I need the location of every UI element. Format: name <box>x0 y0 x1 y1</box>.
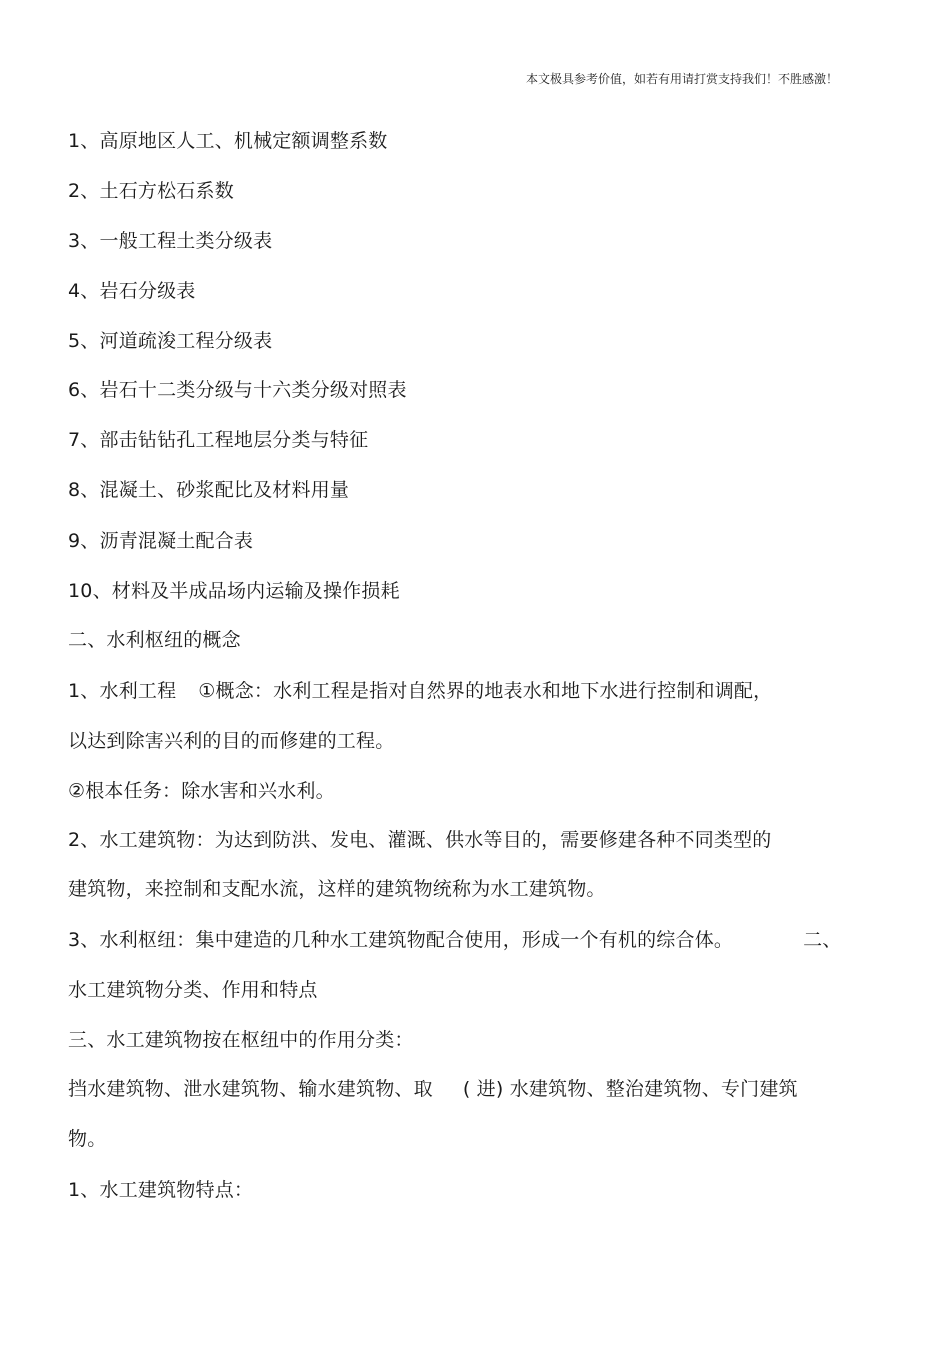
list-item: 10、材料及半成品场内运输及操作损耗 <box>68 580 400 602</box>
list-item: 3、一般工程土类分级表 <box>68 230 273 252</box>
list-item: 1、水工建筑物特点： <box>68 1179 254 1201</box>
list-item: 4、岩石分级表 <box>68 280 196 302</box>
list-item: 1、高原地区人工、机械定额调整系数 <box>68 130 388 152</box>
header-note: 本文极具参考价值，如若有用请打赏支持我们！不胜感激！ <box>525 72 838 86</box>
list-item: 6、岩石十二类分级与十六类分级对照表 <box>68 379 407 401</box>
paragraph-line: ②根本任务：除水害和兴水利。 <box>68 780 335 802</box>
term-label: 1、水利工程 <box>68 680 177 702</box>
paragraph-line: 物。 <box>68 1128 107 1150</box>
list-item: 9、沥青混凝土配合表 <box>68 530 254 552</box>
section-number: 二、 <box>803 929 842 951</box>
paragraph-line <box>68 1077 798 1101</box>
section-heading: 水工建筑物分类、作用和特点 <box>68 979 318 1001</box>
paragraph-line: 以达到除害兴利的目的而修建的工程。 <box>68 730 395 752</box>
paragraph-line <box>68 928 842 952</box>
section-heading: 二、水利枢纽的概念 <box>68 629 241 651</box>
paragraph-line: 2、水工建筑物：为达到防洪、发电、灌溉、供水等目的，需要修建各种不同类型的 <box>68 829 772 851</box>
paragraph-text: 挡水建筑物、泄水建筑物、输水建筑物、取 <box>68 1078 433 1100</box>
list-item: 2、土石方松石系数 <box>68 180 234 202</box>
list-item: 8、混凝土、砂浆配比及材料用量 <box>68 479 350 501</box>
paragraph-text: ( 进) 水建筑物、整治建筑物、专门建筑 <box>462 1078 798 1100</box>
section-heading: 三、水工建筑物按在枢纽中的作用分类： <box>68 1029 414 1051</box>
term-definition: ①概念：水利工程是指对自然界的地表水和地下水进行控制和调配， <box>198 680 773 702</box>
paragraph-text: 3、水利枢纽：集中建造的几种水工建筑物配合使用，形成一个有机的综合体。 <box>68 929 734 951</box>
list-item: 5、河道疏浚工程分级表 <box>68 330 273 352</box>
list-item: 7、部击钻钻孔工程地层分类与特征 <box>68 429 369 451</box>
paragraph-line: 建筑物，来控制和支配水流，这样的建筑物统称为水工建筑物。 <box>68 878 606 900</box>
paragraph-line <box>68 679 772 703</box>
